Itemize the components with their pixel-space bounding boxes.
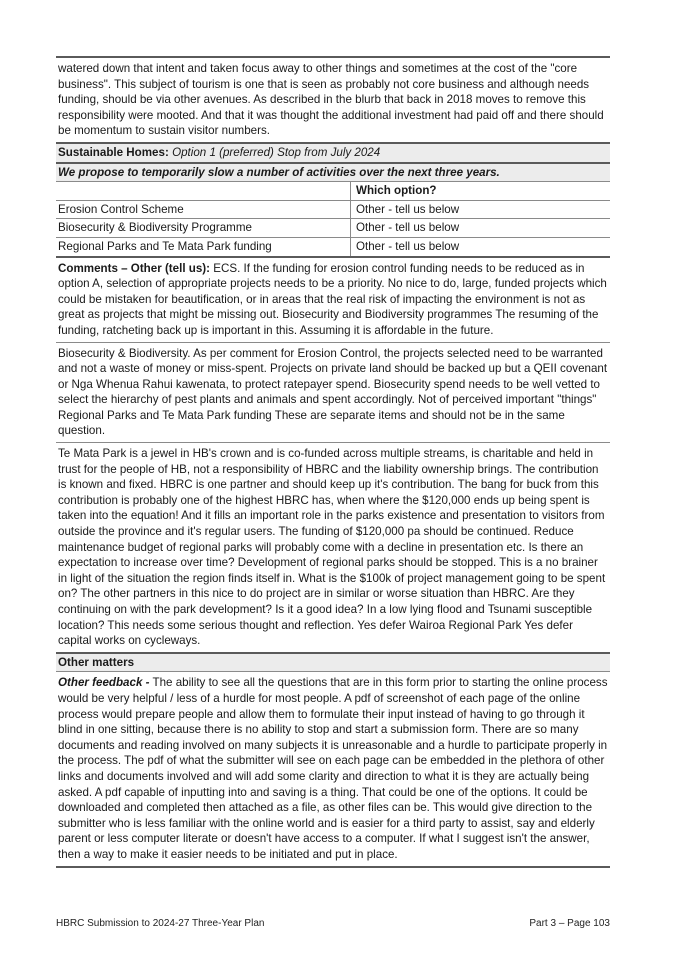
footer-document-title: HBRC Submission to 2024-27 Three-Year Plan [56,918,265,929]
options-table-header [56,182,610,201]
proposal-heading: We propose to temporarily slow a number of activities over the next three years. [58,165,500,179]
option-cell: Other - tell us below [351,200,611,219]
activity-cell: Biosecurity & Biodiversity Programme [56,219,351,238]
proposal-heading-row [56,162,610,182]
intro-paragraph: watered down that intent and taken focus away to other things and sometimes at the cost of the "core business". This subject of tourism is one that is seen as probably not core business and although needs funding, should be via other avenues. As described in the blurb that back in 2018 moves to remove this responsibility were mooted. And that it was thought the additional investment had paid off and there should be momentum to sustain visitor numbers. [58,62,604,138]
option-cell: Other - tell us below [351,237,611,255]
other-feedback-label: Other feedback - [58,676,150,690]
comments-section-2 [56,342,610,443]
table-row [56,237,610,255]
table-row [56,200,610,219]
comments-paragraph-3: Te Mata Park is a jewel in HB's crown and is co-funded across multiple streams, is charitable and held in trust for the people of HB, not a responsibility of HBRC and the liability ownership brings. The contribution is known and fixed. HBRC is one partner and should keep up it's contribution. The bang for buck from this contribution is probably one of the highest HBRC has, when where the $120,000 ends up being spent is taken into the equation! And it fills an important role in the parks existence and presentation to visitors from outside the province and it's regular users. The funding of $120,000 pa should be continued. Reduce maintenance budget of regional parks will probably come with a decline in presentation etc. Is there an expectation to increase over time? Development of regional parks should be stopped. This is a no brainer in light of the situation the region finds itself in. What is the $100k of project management going to be spent on? The other partners in this nice to do project are in similar or worse situation than HBRC. Are they continuing on with the park development? Is it a good idea? In a low lying flood and Tsunami susceptible location? This needs some serious thought and reflection. Yes defer Wairoa Regional Park Yes defer capital works on cycleways. [58,447,606,648]
sustainable-homes-row [56,142,610,162]
table-row [56,219,610,238]
sustainable-homes-value: Option 1 (preferred) Stop from July 2024 [172,145,381,159]
document-body [56,56,610,868]
options-header-which-option: Which option? [351,182,611,201]
footer-page-number: Part 3 – Page 103 [529,918,610,929]
comments-label: Comments – Other (tell us): [58,261,211,275]
other-feedback-paragraph [58,675,608,862]
comments-paragraph-2: Biosecurity & Biodiversity. As per comment for Erosion Control, the projects selected need to be warranted and not a waste of money or miss-spent. Projects on private land should be backed up but a QEII covenant or Nga Whenua Rahui kawenata, to protect ratepayer spend. Biosecurity spend needs to be well vetted to select the hierarchy of pest plants and animals and spent accordingly. Not of perceived important "things" Regional Parks and Te Mata Park funding These are separate items and should not be in the same question. [58,346,608,438]
comments-paragraph-1 [58,261,608,339]
activity-cell: Erosion Control Scheme [56,200,351,219]
comments-section-3 [56,442,610,652]
intro-section [56,56,610,142]
comments-section-1 [56,256,610,342]
comments-text-1: ECS. If the funding for erosion control funding needs to be reduced as in option A, selection of appropriate projects needs to be a priority. No nice to do, large, funded projects which could be mistaken for beautification, or in areas that the real risk of impacting the environment is not as great as projects that might be missing out. Biosecurity and Biodiversity programmes The resuming of the funding, ratcheting back up is important in this. Assuming it is affordable in the future. [58,261,607,337]
activity-cell: Regional Parks and Te Mata Park funding [56,237,351,255]
options-table [56,181,610,255]
other-matters-heading-row [56,652,610,672]
options-header-empty-cell [56,182,351,201]
other-feedback-section [56,671,610,867]
option-cell: Other - tell us below [351,219,611,238]
sustainable-homes-label: Sustainable Homes: [58,145,169,159]
other-feedback-text: The ability to see all the questions that are in this form prior to starting the online process would be very helpful / less of a hurdle for most people. A pdf of screenshot of each page of the online process would prepare people and allow them to formulate their input instead of having to go through it blind in one sitting, because there is no ability to stop and start a submission form. There are so many documents and reading involved on many subjects it is unreasonable and a hurdle to participate properly in the process. The pdf of what the submitter will see on each page can be embedded in the plethora of other links and documents involved and will add some clarity and direction to what it is they are actually being asked. A pdf capable of inputting into and saving is a thing. That could be one of the options. It could be downloaded and completed then attached as a file, as other files can be. This would give direction to the submitter who is less familiar with the online world and is easier for a third party to assist, say and elderly parent or less computer literate or doesn't have access to a computer. If what I suggest isn't the answer, then a way to make it easier needs to be initiated and put in place. [58,676,608,861]
other-matters-heading: Other matters [58,655,135,669]
